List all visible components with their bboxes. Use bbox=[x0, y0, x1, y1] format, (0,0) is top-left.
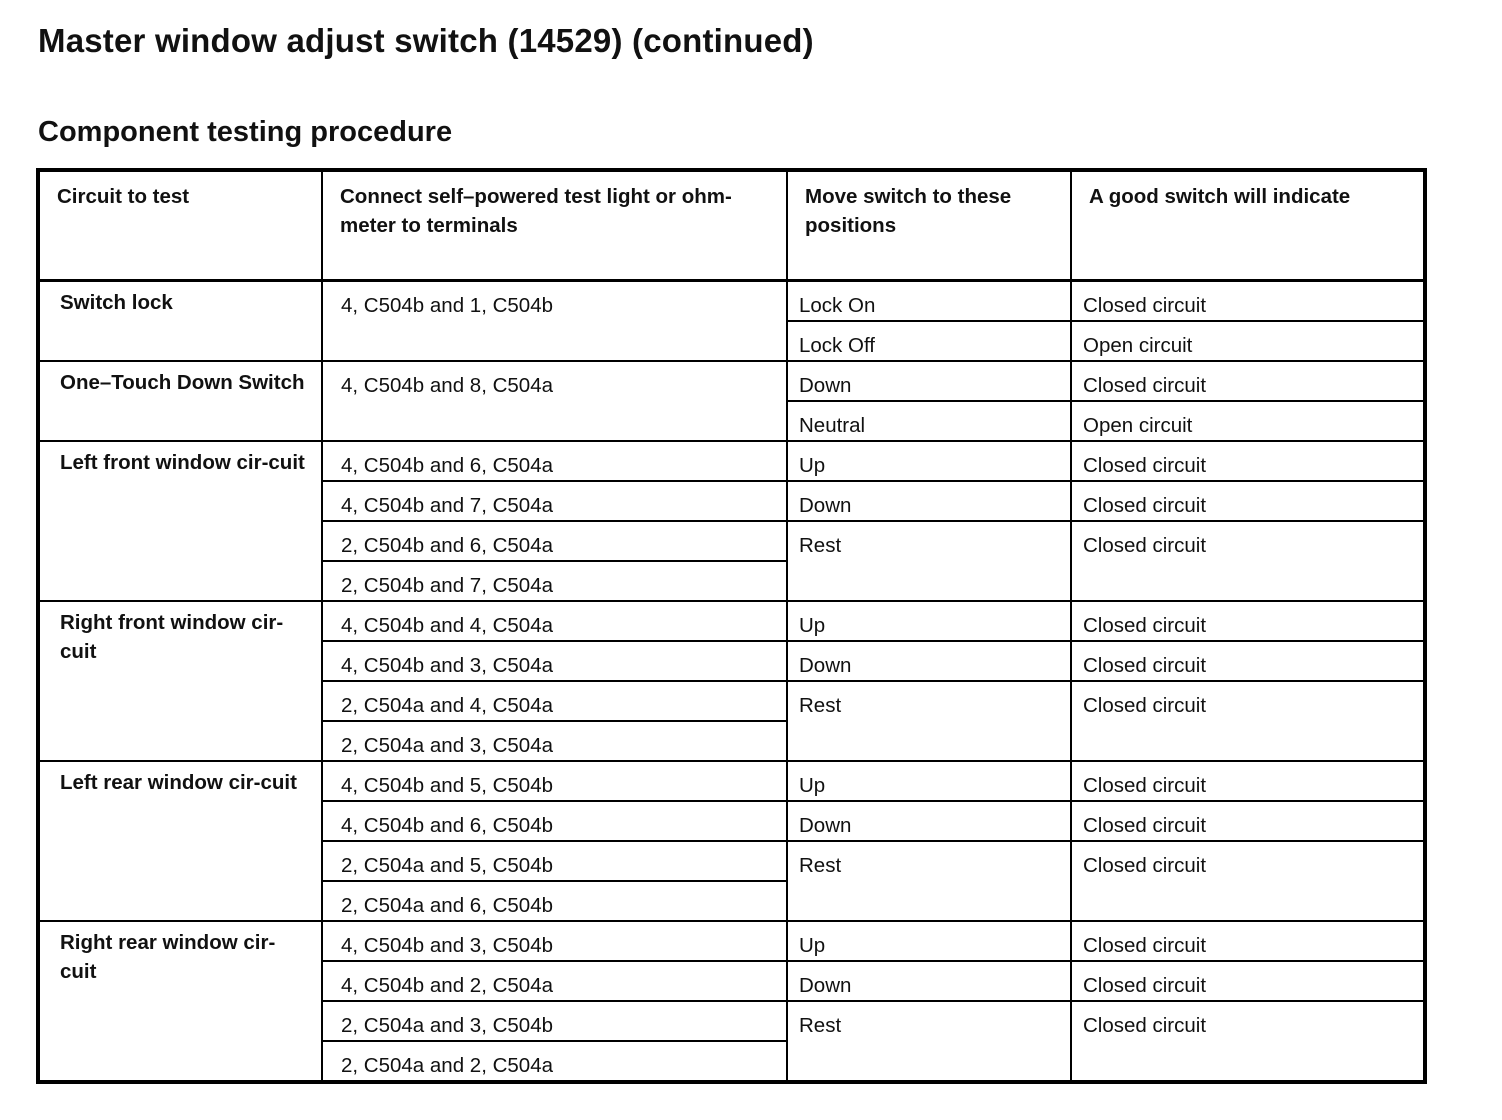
result-cell: Closed circuit bbox=[1071, 361, 1425, 401]
component-test-table bbox=[36, 168, 1427, 1084]
circuit-name: Right front window cir-cuit bbox=[38, 601, 322, 761]
result-cell: Closed circuit bbox=[1071, 1001, 1425, 1082]
result-cell: Closed circuit bbox=[1071, 521, 1425, 601]
header-circuit: Circuit to test bbox=[38, 170, 322, 280]
circuit-name: Switch lock bbox=[38, 280, 322, 361]
result-cell: Closed circuit bbox=[1071, 681, 1425, 761]
header-positions: Move switch to these positions bbox=[787, 170, 1071, 280]
position-cell: Down bbox=[787, 361, 1071, 401]
position-cell: Down bbox=[787, 961, 1071, 1001]
terminal-cell: 2, C504a and 6, C504b bbox=[322, 881, 787, 921]
position-cell: Rest bbox=[787, 1001, 1071, 1082]
position-cell: Rest bbox=[787, 681, 1071, 761]
terminal-cell: 4, C504b and 4, C504a bbox=[322, 601, 787, 641]
circuit-name: Left rear window cir-cuit bbox=[38, 761, 322, 921]
position-cell: Up bbox=[787, 921, 1071, 961]
terminal-cell: 4, C504b and 6, C504a bbox=[322, 441, 787, 481]
position-cell: Lock Off bbox=[787, 321, 1071, 361]
position-cell: Up bbox=[787, 441, 1071, 481]
result-cell: Closed circuit bbox=[1071, 801, 1425, 841]
circuit-name: Left front window cir-cuit bbox=[38, 441, 322, 601]
terminal-cell: 4, C504b and 6, C504b bbox=[322, 801, 787, 841]
position-cell: Lock On bbox=[787, 280, 1071, 321]
result-cell: Closed circuit bbox=[1071, 441, 1425, 481]
terminal-cell: 2, C504a and 2, C504a bbox=[322, 1041, 787, 1082]
terminal-cell: 4, C504b and 8, C504a bbox=[322, 361, 787, 441]
result-cell: Open circuit bbox=[1071, 401, 1425, 441]
result-cell: Closed circuit bbox=[1071, 961, 1425, 1001]
result-cell: Closed circuit bbox=[1071, 481, 1425, 521]
terminal-cell: 4, C504b and 2, C504a bbox=[322, 961, 787, 1001]
section-heading: Component testing procedure bbox=[38, 116, 453, 148]
result-cell: Closed circuit bbox=[1071, 601, 1425, 641]
position-cell: Down bbox=[787, 641, 1071, 681]
terminal-cell: 2, C504b and 7, C504a bbox=[322, 561, 787, 601]
terminal-cell: 4, C504b and 3, C504a bbox=[322, 641, 787, 681]
terminal-cell: 2, C504b and 6, C504a bbox=[322, 521, 787, 561]
result-cell: Closed circuit bbox=[1071, 761, 1425, 801]
table-row bbox=[38, 761, 1425, 801]
document-title: Master window adjust switch (14529) (continued) bbox=[38, 22, 814, 59]
table-row bbox=[38, 280, 1425, 321]
position-cell: Up bbox=[787, 761, 1071, 801]
terminal-cell: 4, C504b and 3, C504b bbox=[322, 921, 787, 961]
terminal-cell: 4, C504b and 7, C504a bbox=[322, 481, 787, 521]
position-cell: Up bbox=[787, 601, 1071, 641]
terminal-cell: 4, C504b and 5, C504b bbox=[322, 761, 787, 801]
result-cell: Closed circuit bbox=[1071, 921, 1425, 961]
position-cell: Down bbox=[787, 801, 1071, 841]
result-cell: Closed circuit bbox=[1071, 641, 1425, 681]
header-result: A good switch will indicate bbox=[1071, 170, 1425, 280]
terminal-cell: 2, C504a and 5, C504b bbox=[322, 841, 787, 881]
header-terminals: Connect self–powered test light or ohm-meter to terminals bbox=[322, 170, 787, 280]
table-header-row bbox=[38, 170, 1425, 280]
table-row bbox=[38, 361, 1425, 401]
terminal-cell: 2, C504a and 4, C504a bbox=[322, 681, 787, 721]
position-cell: Rest bbox=[787, 521, 1071, 601]
circuit-name: One–Touch Down Switch bbox=[38, 361, 322, 441]
terminal-cell: 2, C504a and 3, C504b bbox=[322, 1001, 787, 1041]
position-cell: Neutral bbox=[787, 401, 1071, 441]
table-row bbox=[38, 921, 1425, 961]
table-row bbox=[38, 601, 1425, 641]
terminal-cell: 4, C504b and 1, C504b bbox=[322, 280, 787, 361]
result-cell: Closed circuit bbox=[1071, 280, 1425, 321]
position-cell: Rest bbox=[787, 841, 1071, 921]
circuit-name: Right rear window cir-cuit bbox=[38, 921, 322, 1082]
table-row bbox=[38, 441, 1425, 481]
terminal-cell: 2, C504a and 3, C504a bbox=[322, 721, 787, 761]
result-cell: Open circuit bbox=[1071, 321, 1425, 361]
result-cell: Closed circuit bbox=[1071, 841, 1425, 921]
position-cell: Down bbox=[787, 481, 1071, 521]
